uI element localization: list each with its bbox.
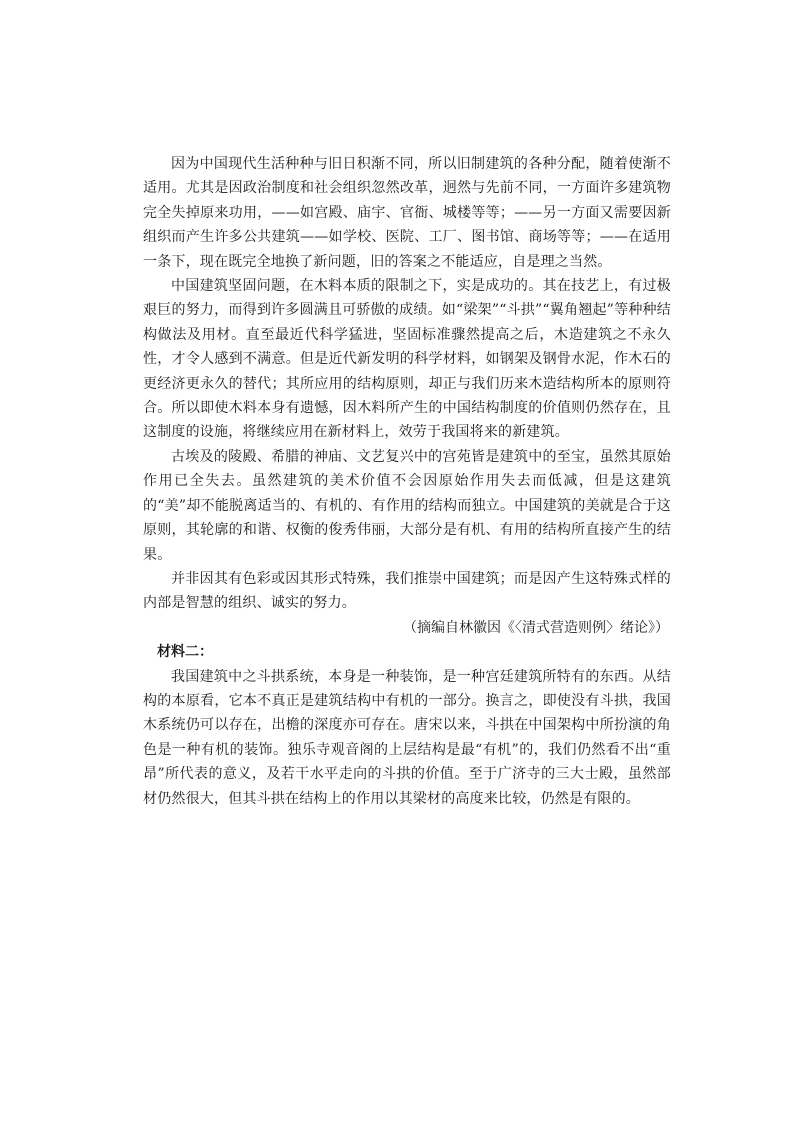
material1-paragraph-4: 并非因其有色彩或因其形式特殊，我们推崇中国建筑；而是因产生这特殊式样的内部是智慧的组织、诚实的努力。 [143, 570, 671, 612]
material2-heading: 材料二： [157, 644, 213, 661]
material1-paragraph-3: 古埃及的陵殿、希腊的神庙、文艺复兴中的宫苑皆是建筑中的至宝，虽然其原始作用已全失去。虽然建筑的美术价值不会因原始作用失去而低减，但是这建筑的“美”却不能脱离适当的、有机的、有作用的结构而独立。中国建筑的美就是合于这原则，其轮廓的和谐、权衡的俊秀伟丽，大部分是有机、有用的结构所直接产生的结果。 [143, 448, 671, 563]
material1-paragraph-1: 因为中国现代生活种种与旧日积渐不同，所以旧制建筑的各种分配，随着使渐不适用。尤其是因政治制度和社会组织忽然改革，迥然与先前不同，一方面许多建筑物完全失掉原来功用，——如宫殿、庙宇、官衙、城楼等等；——另一方面又需要因新组织而产生许多公共建筑——如学校、医院、工厂、图书馆、商场等等；——在适用一条下，现在既完全地换了新问题，旧的答案之不能适应，自是理之当然。 [143, 156, 671, 270]
document-page [143, 152, 671, 811]
material1-paragraph-2: 中国建筑坚固问题，在木料本质的限制之下，实是成功的。其在技艺上，有过极艰巨的努力，而得到许多圆满且可骄傲的成绩。如“梁架”“斗拱”“翼角翘起”等种种结构做法及用材。直至最近代科学猛进，坚固标准骤然提高之后，木造建筑之不永久性，才令人感到不满意。但是近代新发明的科学材料，如钢架及钢骨水泥，作木石的更经济更永久的替代；其所应用的结构原则，却正与我们历来木造结构所本的原则符合。所以即使木料本身有遗憾，因木料所产生的中国结构制度的价值则仍然存在，且这制度的设施，将继续应用在新材料上，效劳于我国将来的新建筑。 [143, 278, 671, 441]
material2-paragraph-1: 我国建筑中之斗拱系统，本身是一种装饰，是一种宫廷建筑所特有的东西。从结构的本原看，它本不真正是建筑结构中有机的一部分。换言之，即使没有斗拱，我国木系统仍可以存在，出檐的深度亦可存在。唐宋以来，斗拱在中国架构中所扮演的角色是一种有机的装饰。独乐寺观音阁的上层结构是最“有机”的，我们仍然看不出“重昂”所代表的意义，及若干水平走向的斗拱的价值。至于广济寺的三大士殿，虽然部材仍然很大，但其斗拱在结构上的作用以其梁材的高度来比较，仍然是有限的。 [143, 668, 671, 807]
material1-source-citation: （摘编自林徽因《〈清式营造则例〉绪论》） [403, 619, 669, 636]
